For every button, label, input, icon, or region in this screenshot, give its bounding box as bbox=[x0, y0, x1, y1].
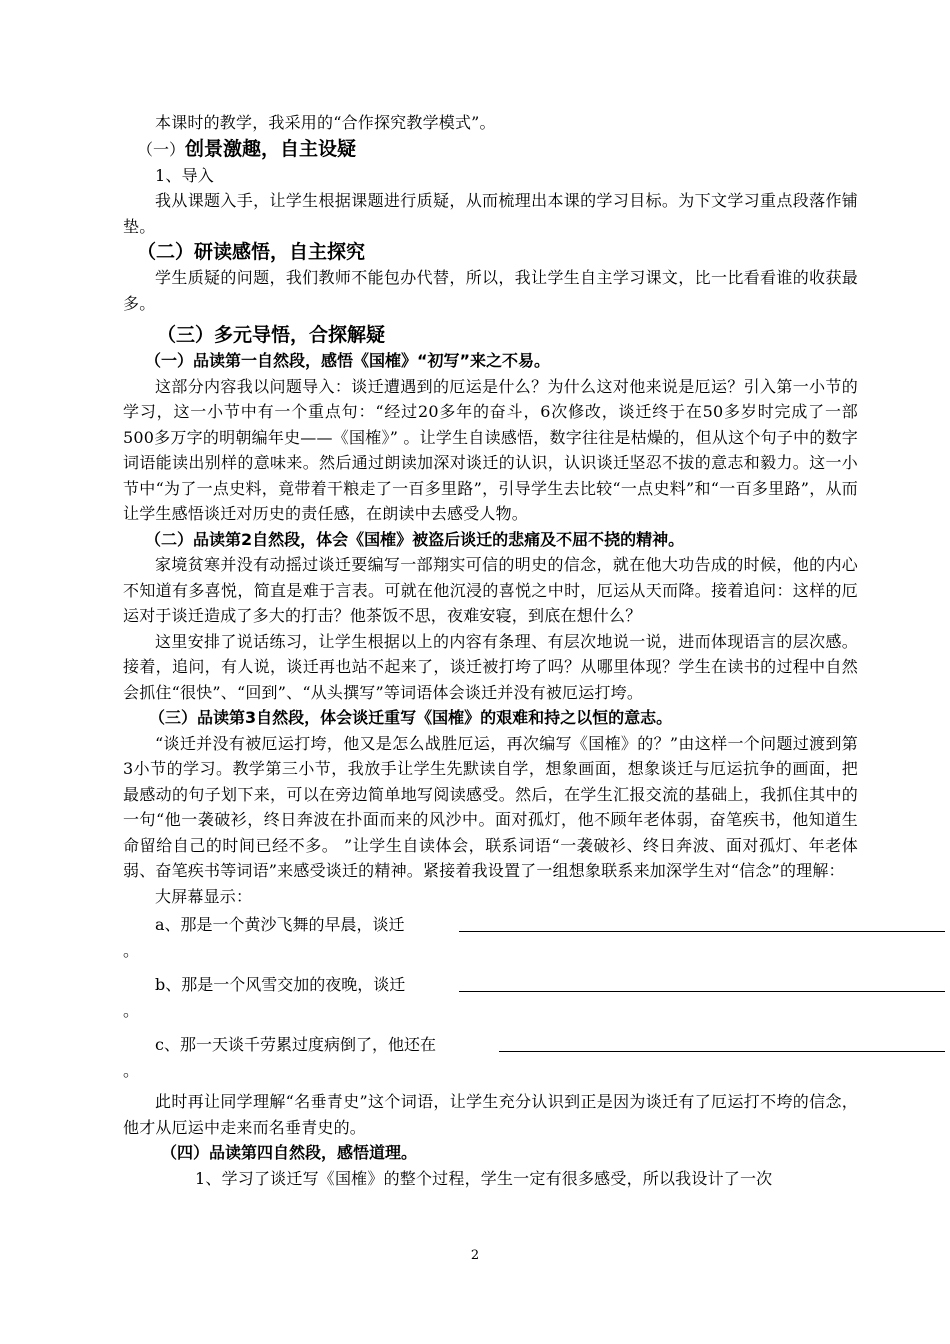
fill-in-prompt-b: b、那是一个风雪交加的夜晚，谈迁 bbox=[155, 975, 406, 994]
part-4-paragraph: 1、学习了谈迁写《国榷》的整个过程，学生一定有很多感受，所以我设计了一次 bbox=[195, 1168, 773, 1188]
fill-in-line-b bbox=[123, 972, 858, 998]
part-3-paragraph: “谈迁并没有被厄运打垮，他又是怎么战胜厄运，再次编写《国榷》的？”由这样一个问题过渡到第3小节的学习。教学第三小节，我放手让学生先默读自学，想象画面，想象谈迁与厄运抗争的画面，把最感动的句子划下来，可以在旁边简单地写阅读感受。然后，在学生汇报交流的基础上，我抓住其中的一句“他一袭破衫，终日奔波在扑面而来的风沙中。面对孤灯，他不顾年老体弱，奋笔疾书，他知道生命留给自己的时间已经不多。 ”让学生自读体会，联系词语“一袭破衫、终日奔波、面对孤灯、年老体弱、奋笔疾书等词语”来感受谈迁的精神。紧接着我设置了一组想象联系来加深学生对“信念”的理解： bbox=[123, 733, 858, 880]
section-1-paragraph: 我从课题入手，让学生根据课题进行质疑，从而梳理出本课的学习目标。为下文学习重点段落作铺垫。 bbox=[123, 191, 858, 236]
intro-paragraph: 本课时的教学，我采用的“合作探究教学模式”。 bbox=[155, 113, 496, 132]
fill-in-end-a: 。 bbox=[123, 940, 140, 960]
part-4-heading: （四）品读第四自然段，感悟道理。 bbox=[161, 1143, 418, 1162]
part-1-heading: （一）品读第一自然段，感悟《国榷》“初写”来之不易。 bbox=[145, 351, 551, 370]
answer-blank-a[interactable] bbox=[459, 931, 945, 932]
answer-blank-c[interactable] bbox=[499, 1051, 945, 1052]
section-2-paragraph: 学生质疑的问题，我们教师不能包办代替，所以，我让学生自主学习课文，比一比看看谁的收获最多。 bbox=[123, 268, 858, 313]
section-1-subheading: 1、导入 bbox=[155, 165, 214, 185]
answer-blank-b[interactable] bbox=[459, 991, 945, 992]
fill-in-prompt-c: c、那一天谈千劳累过度病倒了，他还在 bbox=[155, 1035, 436, 1054]
part-2-heading: （二）品读第2自然段，体会《国榷》被盗后谈迁的悲痛及不屈不挠的精神。 bbox=[145, 529, 685, 549]
section-3-heading: （三）多元导悟，合探解疑 bbox=[157, 324, 386, 346]
screen-display-label: 大屏幕显示： bbox=[155, 886, 253, 906]
fill-in-line-a bbox=[123, 912, 858, 938]
page-number: 2 bbox=[470, 1248, 480, 1263]
section-1-heading-title: 创景激趣，自主设疑 bbox=[185, 137, 357, 160]
fill-in-end-b: 。 bbox=[123, 1000, 140, 1020]
fill-in-prompt-a: a、那是一个黄沙飞舞的早晨，谈迁 bbox=[155, 915, 405, 934]
section-1-heading-number: （一） bbox=[137, 139, 186, 159]
section-2-heading: （二）研读感悟，自主探究 bbox=[137, 241, 366, 263]
part-3-heading: （三）品读第3自然段，体会谈迁重写《国榷》的艰难和持之以恒的意志。 bbox=[149, 708, 673, 727]
fill-in-line-c bbox=[123, 1032, 858, 1058]
section-1-heading bbox=[123, 136, 858, 163]
document-body bbox=[123, 104, 858, 1191]
part-1-paragraph: 这部分内容我以问题导入：谈迁遭遇到的厄运是什么？为什么这对他来说是厄运？引入第一小节的学习，这一小节中有一个重点句：“经过20多年的奋斗，6次修改，谈迁终于在50多岁时完成了一部500多万字的明朝编年史——《国榷》” 。让学生自读感悟，数字往往是枯燥的，但从这个句子中的数字词语能读出别样的意味来。然后通过朗读加深对谈迁的认识，认识谈迁坚忍不拔的意志和毅力。这一小节中“为了一点史料，竟带着干粮走了一百多里路”，引导学生去比较“一点史料”和“一百多里路”，从而让学生感悟谈迁对历史的责任感，在朗读中去感受人物。 bbox=[123, 376, 858, 523]
part-2-paragraph-1: 家境贫寒并没有动摇过谈迁要编写一部翔实可信的明史的信念，就在他大功告成的时候，他的内心不知道有多喜悦，简直是难于言表。可就在他沉浸的喜悦之中时，厄运从天而降。接着追问：这样的厄运对于谈迁造成了多大的打击？他茶饭不思，夜难安寝，到底在想什么？ bbox=[123, 555, 858, 625]
part-2-paragraph-2: 这里安排了说话练习，让学生根据以上的内容有条理、有层次地说一说，进而体现语言的层次感。接着，追问，有人说，谈迁再也站不起来了，谈迁被打垮了吗？从哪里体现？学生在读书的过程中自然会抓住“很快”、“回到”、“从头撰写”等词语体会谈迁并没有被厄运打垮。 bbox=[123, 631, 858, 702]
fill-in-end-c: 。 bbox=[123, 1060, 140, 1080]
part-3-closing-paragraph: 此时再让同学理解“名垂青史”这个词语，让学生充分认识到正是因为谈迁有了厄运打不垮的信念，他才从厄运中走来而名垂青史的。 bbox=[123, 1092, 858, 1137]
